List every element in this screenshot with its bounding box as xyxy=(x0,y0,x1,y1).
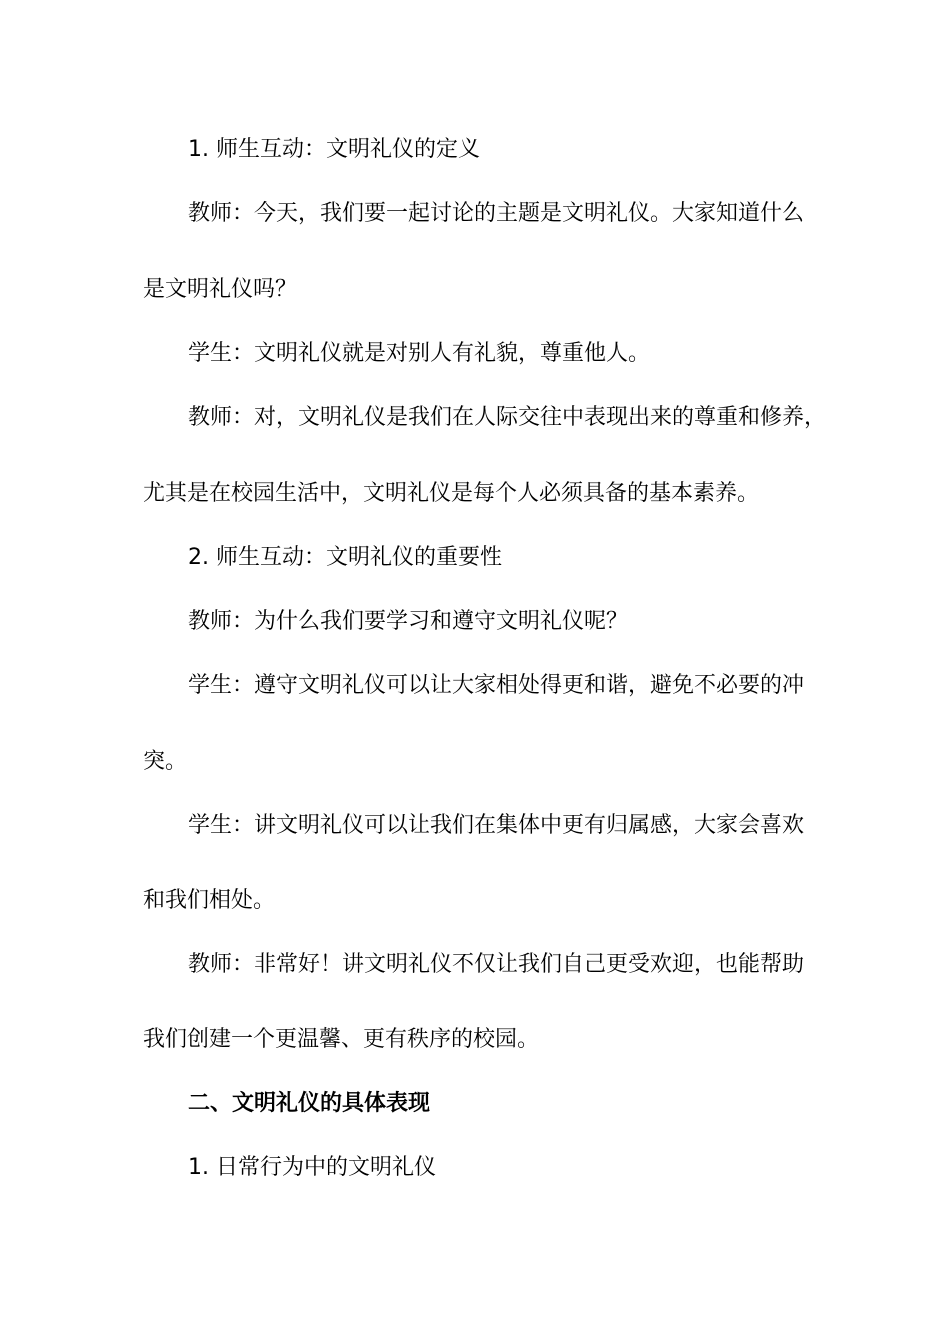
subheading-importance: 2. 师生互动：文明礼仪的重要性 xyxy=(188,545,502,570)
paragraph-line: 学生：文明礼仪就是对别人有礼貌，尊重他人。 xyxy=(188,341,651,366)
paragraph-line: 学生：遵守文明礼仪可以让大家相处得更和谐，避免不必要的冲 xyxy=(188,673,805,698)
subheading-daily-behavior: 1. 日常行为中的文明礼仪 xyxy=(188,1155,436,1180)
paragraph-line: 尤其是在校园生活中，文明礼仪是每个人必须具备的基本素养。 xyxy=(143,481,760,506)
paragraph-line: 我们创建一个更温馨、更有秩序的校园。 xyxy=(143,1027,540,1052)
paragraph-line: 是文明礼仪吗？ xyxy=(143,277,298,302)
paragraph-line: 教师：为什么我们要学习和遵守文明礼仪呢？ xyxy=(188,609,629,634)
paragraph-line: 教师：今天，我们要一起讨论的主题是文明礼仪。大家知道什么 xyxy=(188,201,805,226)
subheading-definition: 1. 师生互动：文明礼仪的定义 xyxy=(188,137,480,162)
paragraph-line: 突。 xyxy=(143,749,188,774)
paragraph-line: 教师：非常好！讲文明礼仪不仅让我们自己更受欢迎，也能帮助 xyxy=(188,952,805,977)
paragraph-line: 学生：讲文明礼仪可以让我们在集体中更有归属感，大家会喜欢 xyxy=(188,813,805,838)
paragraph-line: 和我们相处。 xyxy=(143,888,276,913)
section-heading: 二、文明礼仪的具体表现 xyxy=(188,1091,431,1116)
paragraph-line: 教师：对，文明礼仪是我们在人际交往中表现出来的尊重和修养， xyxy=(188,405,827,430)
